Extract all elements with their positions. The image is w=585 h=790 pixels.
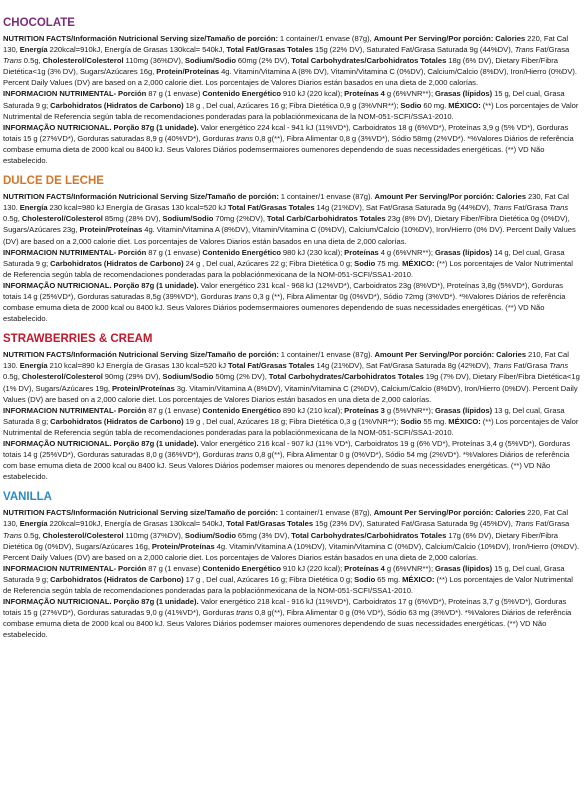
informacao-nutricional-paragraph [3, 280, 582, 324]
text-run: 70mg (2%DV), [213, 214, 267, 224]
text-run: Carbohidratos (Hidratos de Carbono) [50, 100, 184, 110]
nutrition-facts-paragraph [3, 191, 582, 246]
text-run: Amount Per Serving/Por porción: Calories [373, 34, 526, 43]
text-run: 220kcal=910kJ, Energía de Grasas 130kcal= 540kJ, [47, 519, 227, 529]
text-run: 0,3 g (**), Fibra Alimentar 0g (0%VD*), Sódio 72mg (3%VD*). *%Valores Diários de referência combase emuma dieta de 2000 kcal ou 8400 kJ. Seus Valores Diários podemsermaiores oumenores dependendo de suas necessidades energéticas. (**) VD Não estabelecido. [3, 291, 566, 324]
text-run: Carbohidratos (Hidratos de Carbono) [50, 416, 184, 426]
text-run: Grasas (lípidos) [434, 563, 493, 573]
text-run: Protein/Proteínas [111, 383, 175, 393]
text-run: Grasas (lípidos) [434, 405, 493, 415]
text-run: 55 mg. [421, 416, 449, 426]
text-run: 19 g , Del cual, Azúcares 18 g; Fibra Dietética 0,3 g (1%VNR**); [183, 416, 401, 426]
nutrition-facts-paragraph [3, 33, 582, 88]
text-run: 87 g (1 envase) [146, 89, 203, 99]
text-run: INFORMAÇÃO NUTRICIONAL. Porção 87g (1 unidade). [3, 122, 199, 132]
text-run: 890 kJ (210 kcal); [281, 405, 345, 415]
nutrition-facts-paragraph [3, 507, 582, 562]
text-run: 14 g, Del cual, Grasa Saturada 9 g; [3, 247, 565, 268]
text-run: Sodium/Sodio [184, 56, 236, 66]
text-run: INFORMACION NUTRIMENTAL- Porción [3, 563, 147, 573]
text-run: trans [234, 291, 252, 301]
text-run: 87 g (1 envase) [146, 405, 203, 415]
text-run: trans [236, 133, 253, 143]
text-run: 4g. Vitamin/Vitamina A (8% DV), Vitamin/Vitamina C (0%DV), Calcium/Calcio (8%DV), Iron/Hierro (0%DV). Percent Daily Values (DV) are based on a 2,000 calorie diet. Los porcentajes de Valores Diarios están basados en una dieta de 2,000 calorías. [3, 67, 578, 88]
text-run: 4g. Vitamin/Vitamina A (8%DV), Vitamin/Vitamina C (0%DV), Calcium/Calcio (10%DV), Iron/Hierro (0% DV). Percent Daily Values (DV) are based on a 2,000 calorie diet. Los porcentajes de Valores Diarios están basados en una dieta de 2,000 calorías. [3, 225, 576, 246]
text-run: trans [236, 608, 253, 618]
text-run: MÉXICO: [448, 416, 481, 426]
text-run: Trans [514, 519, 534, 529]
text-run: Fat/Grasa [511, 203, 550, 213]
text-run: 90mg (29% DV), [102, 372, 163, 382]
text-run: Total Fat/Grasas Totales [227, 361, 315, 371]
informacao-nutricional-paragraph [3, 596, 582, 640]
text-run: Trans [3, 530, 22, 540]
section-chocolate [3, 16, 582, 166]
informacao-nutricional-paragraph [3, 438, 582, 482]
text-run: Amount Per Serving/Por porción: Calories [374, 192, 527, 202]
text-run: Sodium/Sodio [162, 372, 214, 382]
text-run: 23g (8% DV), Dietary Fiber/Fibra Dietética 0g (0%DV), Sugars/Azúcares 23g, [3, 214, 570, 235]
text-run: Cholesterol/Colesterol [42, 56, 124, 66]
text-run: 14g (21%DV), Sat Fat/Grasa Saturada 8g (42%DV), [314, 361, 493, 371]
text-run: 1 container/1 envase (87g), [278, 508, 374, 518]
informacion-nutrimental-paragraph [3, 405, 582, 438]
text-run: Trans [549, 203, 569, 213]
text-run: INFORMACION NUTRIMENTAL- Porción [3, 89, 147, 99]
section-title: CHOCOLATE [3, 17, 75, 29]
text-run: 13 g, Del cual, Grasa Saturada 8 g; [3, 405, 565, 426]
text-run: Valor energético 218 kcal - 916 kJ (11%VD*), Carboidratos 17 g (6%VD*), Proteínas 3,7 g (5%VD*), Gorduras totais 15 g (27%VD*), Gorduras saturadas 9,0 g (41%VD*), Gorduras [3, 597, 567, 618]
text-run: 1 container/1 envase (87g). [278, 350, 375, 360]
text-run: g (6%VNR**); [384, 89, 435, 99]
text-run: Total Carb/Carbohidratos Totales [266, 214, 386, 224]
text-run: (**) Los porcentajes de Valor Nutrimental de Referencia según tabla de recomendaciones ponderadas para la poblaciónmexicana de la NOM-051-SCFI/SSA1-2010. [3, 574, 573, 596]
text-run: 220, Fat Cal 130, [3, 508, 569, 529]
text-run: 210, Fat Cal 130. [3, 350, 569, 371]
text-run: g (6%VNR**); [384, 563, 435, 573]
text-run: MÉXICO: [402, 574, 435, 584]
text-run: 18 g , Del cual, Azúcares 16 g; Fibra Dietética 0,9 g (3%VNR**); [183, 100, 401, 110]
text-run: Cholesterol/Colesterol [21, 372, 103, 382]
text-run: 15g (22% DV), Saturated Fat/Grasa Saturada 9g (44%DV), [313, 45, 515, 55]
text-run: Carbohidratos (Hidratos de Carbono) [50, 574, 184, 584]
section-strawberries-cream [3, 332, 582, 482]
text-run: 75 mg. [375, 258, 403, 268]
text-run: (**) Los porcentajes de Valor Nutrimental de Referencia según tabla de recomendaciones ponderadas para la poblaciónmexicana de la NOM-051-SCFI/SSA1-2010. [3, 100, 579, 121]
text-run: 3g. Vitamin/Vitamina A (8%DV), Vitamin/Vitamina C (2%DV), Calcium/Calcio (8%DV), Iron/Hierro (0%DV). Percent Daily Values (DV) are based on a 2,000 calorie diet. Los porcentajes de Valores Diarios están basados en una dieta de 2,000 calorías. [3, 383, 578, 404]
text-run: Valor energético 224 kcal - 941 kJ (11%VD*), Carboidratos 18 g (6%VD*), Proteínas 3,9 g (5% VD*), Gorduras totais 15 g (27%VD*), Gorduras saturadas 8,9 g (40%VD*), Gorduras [3, 122, 569, 143]
text-run: 230, Fat Cal 130. [3, 192, 569, 213]
text-run: (**) Los porcentajes de Valor Nutrimental de Referencia según tabla de recomendaciones ponderadas para la poblaciónmexicana de la NOM-051-SCFI/SSA1-2010. [3, 258, 573, 279]
text-run: 15 g, Del cual, Grasa Saturada 9 g; [3, 563, 565, 584]
text-run: Sodio [400, 100, 422, 110]
text-run: Trans [492, 361, 512, 371]
text-run: 60mg (2% DV), [235, 56, 292, 66]
text-run: Proteínas 3 [344, 405, 385, 415]
text-run: 17g (6% DV), Dietary Fiber/Fibra Dietética 0g (0%DV), Sugars/Azúcares 16g, [3, 530, 558, 551]
text-run: INFORMACION NUTRIMENTAL- Porción [3, 405, 147, 415]
text-run: 85mg (28% DV), [102, 214, 163, 224]
text-run: Fat/Grasa [533, 519, 570, 529]
text-run: Protein/Proteínas [156, 67, 220, 77]
text-run: MÉXICO: [402, 258, 435, 268]
nutrition-facts-paragraph [3, 349, 582, 404]
text-run: 110mg (36%DV), [123, 56, 185, 66]
text-run: Trans [549, 361, 569, 371]
text-run: 50mg (2% DV), [213, 372, 269, 382]
text-run: g (5%VNR**); [384, 405, 435, 415]
text-run: 15 g, Del cual, Grasa Saturada 9 g; [3, 89, 565, 110]
text-run: 24 g , Del cual, Azúcares 22 g; Fibra Dietética 0 g; [183, 258, 355, 268]
section-dulce-de-leche [3, 174, 582, 324]
text-run: Proteínas [344, 247, 379, 257]
text-run: 15g (23% DV), Saturated Fat/Grasa Saturada 9g (45%DV), [313, 519, 515, 529]
text-run: Valor energético 216 kcal - 907 kJ (11% VD*), Carboidratos 19 g (6% VD*), Proteínas 3,4 g (5%VD*), Gorduras totais 14 g (25%VD*), Gorduras saturadas 8,0 g (36%VD*), Gorduras [3, 439, 571, 460]
text-run: Contenido Energético [202, 563, 282, 573]
section-title: STRAWBERRIES & CREAM [3, 333, 153, 346]
text-run: Contenido Energético [202, 89, 282, 99]
text-run: Energía [19, 45, 48, 55]
text-run: Grasas (lípidos) [434, 89, 493, 99]
text-run: Contenido Energético [202, 405, 282, 415]
text-run: Proteínas 4 [344, 563, 385, 573]
text-run: Total Carbohydrates/Carbohidratos Totales [291, 530, 447, 540]
text-run: 4g. Vitamin/Vitamina A (10%DV), Vitamin/Vitamina C (0%DV), Calcium/Calcio (10%DV), Iron/Hierro (0%DV). Percent Daily Values (DV) are based on a 2,000 calorie diet. Los porcentajes de Valores Diarios están basados en una dieta de 2,000 calorías. [3, 541, 580, 562]
text-run: 65mg (3% DV), [235, 530, 292, 540]
text-run: 65 mg. [375, 574, 403, 584]
text-run: 910 kJ (220 kcal); [281, 563, 345, 573]
text-run: 0.5g, [3, 214, 22, 224]
informacion-nutrimental-paragraph [3, 88, 582, 121]
text-run: Total Carbohydrates/Carbohidratos Totales [291, 56, 447, 66]
text-run: Sodio [400, 416, 422, 426]
text-run: 230 kcal=980 kJ Energía de Grasas 130 kcal=520 kJ [47, 203, 228, 213]
text-run: 18g (6% DV), Dietary Fiber/Fibra Dietética<1g (3% DV), Sugars/Azúcares 16g, [3, 56, 558, 77]
text-run: 60 mg. [421, 100, 449, 110]
text-run: 1 container/1 envase (87g). [278, 192, 375, 202]
text-run: 17 g , Del cual, Azúcares 16 g; Fibra Dietética 0 g; [183, 574, 355, 584]
text-run: Cholesterol/Colesterol [42, 530, 124, 540]
text-run: 0,8 g(**), Fibra Alimentar 0,8 g (3%VD*), Sódio 58mg (2%VD*). *%Valores Diários de referência combase emuma dieta de 2000 kcal ou 8400 kJ. Seus Valores Diários podemsermaiores oumenores dependendo de suas necessidades energéticas. (**) VD Não estabelecido. [3, 133, 574, 166]
text-run: INFORMAÇÃO NUTRICIONAL. Porção 87g (1 unidade). [3, 597, 199, 607]
text-run: Fat/Grasa [511, 361, 550, 371]
text-run: Sodio [354, 258, 376, 268]
text-run: INFORMACION NUTRIMENTAL- Porción [3, 247, 147, 257]
text-run: trans [236, 450, 253, 460]
text-run: Valor energético 231 kcal - 968 kJ (12%VD*), Carboidratos 23g (8%VD*), Proteínas 3,8g (5%VD*), Gorduras totais 14 g (25%VD*), Gorduras saturadas 8,5g (39%VD*), Gorduras [3, 280, 564, 301]
text-run: 14g (21%DV), Sat Fat/Grasa Saturada 9g (44%DV), [314, 203, 493, 213]
text-run: 0.5g, [21, 530, 43, 540]
text-run: Trans [3, 56, 22, 66]
text-run: Energía [19, 203, 48, 213]
text-run: Protein/Proteínas [79, 225, 143, 235]
text-run: Amount Per Serving/Por porción: Calories [373, 508, 526, 518]
text-run: 0,8 g(**), Fibra Alimentar 0 g (0% VD*), Sódio 63 mg (3%VD*). *%Valores Diários de referência combase emuma dieta de 2000 kcal ou 8400 kJ. Seus Valores Diários podemser maiores oumenores dependendo de suas necessidades energéticas. (**) VD Não estabelecido. [3, 608, 572, 640]
text-run: MÉXICO: [448, 100, 481, 110]
text-run: Carbohidratos (Hidratos de Carbono) [50, 258, 184, 268]
section-title: VANILLA [3, 491, 52, 504]
text-run: INFORMAÇÃO NUTRICIONAL. Porção 87g (1 unidade). [3, 280, 199, 290]
text-run: 210 kcal=890 kJ Energía de Grasas 130 kcal=520 kJ [47, 361, 228, 371]
text-run: Energía [19, 519, 48, 529]
text-run: Total Fat/Grasas Totales [226, 45, 314, 55]
text-run: INFORMAÇÃO NUTRICIONAL. Porção 87g (1 unidade). [3, 439, 199, 448]
text-run: 4 g (6%VNR**); [378, 247, 435, 257]
informacion-nutrimental-paragraph [3, 247, 582, 280]
text-run: 87 g (1 envase) [146, 247, 203, 257]
text-run: Proteínas 4 [344, 89, 385, 99]
text-run: Sodio [354, 574, 376, 584]
text-run: NUTRITION FACTS/Información Nutricional Serving Size/Tamaño de porción: [3, 192, 279, 202]
text-run: 110mg (37%DV), [123, 530, 185, 540]
text-run: NUTRITION FACTS/Información Nutricional Serving size/Tamaño de porción: [3, 508, 279, 518]
informacao-nutricional-paragraph [3, 122, 582, 166]
text-run: Sodium/Sodio [162, 214, 214, 224]
text-run: 220, Fat Cal 130, [3, 34, 569, 55]
section-title: DULCE DE LECHE [3, 175, 104, 188]
text-run: Fat/Grasa [533, 45, 570, 55]
text-run: Amount Per Serving/Por porción: Calories [374, 350, 527, 360]
text-run: 0,8 g(**), Fibra Alimentar 0 g (0%VD*), Sódio 54 mg (2%VD*). *%Valores Diários de referência com base emuma dieta de 2000 kcal ou 8400 kJ. Seus Valores Diários podemser maiores ou menores dependendo de suas necessidades energéticas. (**) VD Não estabelecido. [3, 450, 570, 482]
text-run: Grasas (lípidos) [434, 247, 493, 257]
text-run: Total Fat/Grasas Totales [227, 203, 315, 213]
text-run: 220kcal=910kJ, Energía de Grasas 130kcal= 540kJ, [47, 45, 227, 55]
text-run: 910 kJ (220 kcal); [281, 89, 345, 99]
section-vanilla [3, 490, 582, 640]
text-run: Contenido Energético [202, 247, 282, 257]
informacion-nutrimental-paragraph [3, 563, 582, 596]
text-run: NUTRITION FACTS/Información Nutricional Serving Size/Tamaño de porción: [3, 350, 279, 360]
text-run: 980 kJ (230 kcal); [281, 247, 345, 257]
text-run: NUTRITION FACTS/Información Nutricional Serving size/Tamaño de porción: [3, 34, 279, 43]
text-run: 87 g (1 envase) [146, 563, 203, 573]
text-run: 1 container/1 envase (87g), [278, 34, 374, 43]
text-run: Trans [492, 203, 512, 213]
text-run: 0.5g, [21, 56, 43, 66]
text-run: Protein/Proteínas [151, 541, 215, 551]
text-run: Sodium/Sodio [184, 530, 236, 540]
text-run: (**) Los porcentajes de Valor Nutrimental de Referencia según tabla de recomendaciones ponderadas para la poblaciónmexicana de la NOM-051-SCFI/SSA1-2010. [3, 416, 579, 437]
text-run: Cholesterol/Colesterol [21, 214, 103, 224]
text-run: 0.5g, [3, 372, 22, 382]
text-run: 19g (7% DV), Dietary Fiber/Fibra Dietética<1g (1% DV), Sugars/Azúcares 19g, [3, 372, 580, 393]
text-run: Energía [19, 361, 48, 371]
text-run: Total Carbohydrates/Carbohidratos Totales [268, 372, 424, 382]
text-run: Total Fat/Grasas Totales [226, 519, 314, 529]
text-run: Trans [514, 45, 534, 55]
